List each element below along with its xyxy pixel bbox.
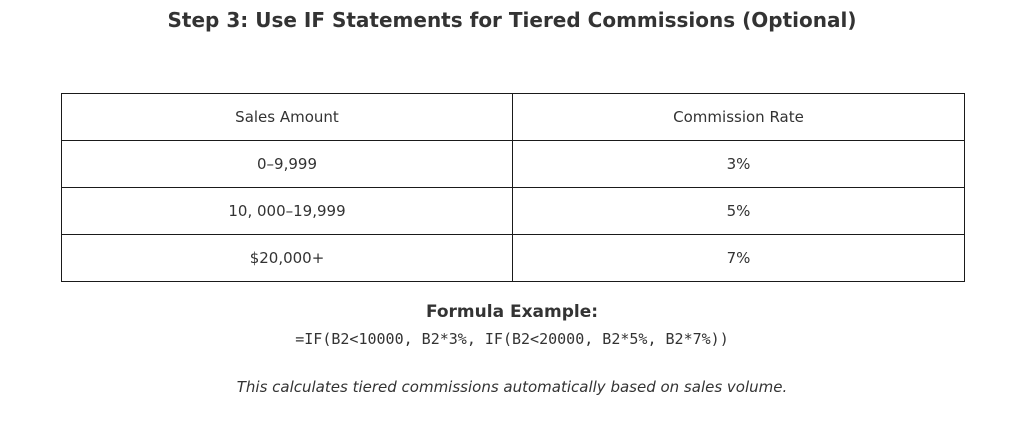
- commission-rate-cell: 5%: [513, 188, 965, 235]
- table-row: [62, 188, 965, 235]
- commission-rate-cell: 3%: [513, 141, 965, 188]
- table-row: [62, 235, 965, 282]
- column-header-commission-rate: Commission Rate: [513, 94, 965, 141]
- formula-heading: Formula Example:: [425, 302, 599, 322]
- sales-amount-cell: 10, 000–19,999: [62, 188, 513, 235]
- sales-amount-cell: $20,000+: [62, 235, 513, 282]
- sales-amount-cell: 0–9,999: [62, 141, 513, 188]
- page-title: Step 3: Use IF Statements for Tiered Commissions (Optional): [167, 8, 857, 32]
- table-row: [62, 141, 965, 188]
- explanation-note: This calculates tiered commissions automatically based on sales volume.: [236, 378, 788, 396]
- commission-table: [61, 93, 965, 282]
- formula-code: =IF(B2<10000, B2*3%, IF(B2<20000, B2*5%, B2*7%)): [295, 330, 729, 348]
- commission-rate-cell: 7%: [513, 235, 965, 282]
- table-header-row: [62, 94, 965, 141]
- column-header-sales-amount: Sales Amount: [62, 94, 513, 141]
- commission-table-container: [61, 93, 964, 281]
